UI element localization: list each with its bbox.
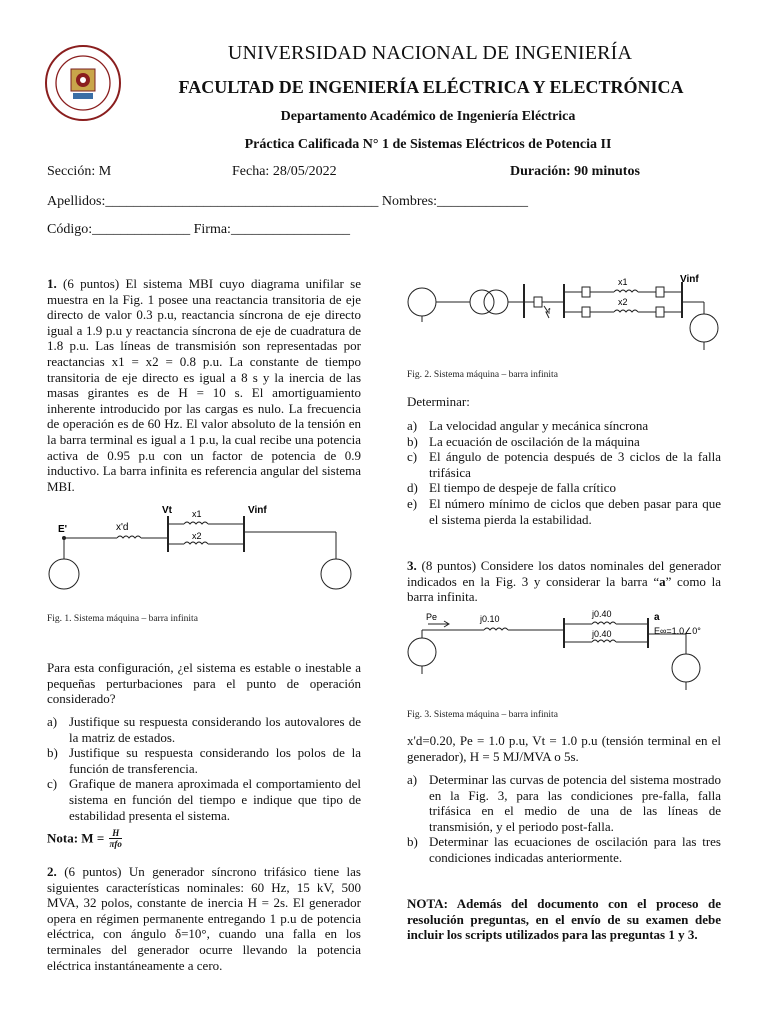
q2-items (407, 418, 721, 527)
university-name: UNIVERSIDAD NACIONAL DE INGENIERÍA (227, 42, 633, 64)
fig1-label-e: E' (58, 524, 68, 535)
q2-item-d: d) El tiempo de despeje de falla crítico (407, 480, 616, 496)
figure-1-caption: Fig. 1. Sistema máquina – barra infinita (47, 614, 198, 624)
q2-text: (6 puntos) Un generador síncrono trifásico tiene las siguientes características nominales: 60 Hz, 15 kV, 500 MVA, 32 polos, constante de inercia H = 2s. El generador opera en régimen permanente entregando 1 p.u de potencia eléctrica, con ángulo δ=10°, cuando una falla en los terminales del generador ocurre llevando la potencia eléctrica instantáneamente a cero. (47, 864, 361, 973)
q1-item-a: a) Justifique su respuesta considerando los autovalores de la matriz de estados. (47, 714, 361, 745)
fig3-label-j010: j0.10 (480, 614, 500, 624)
fig1-label-vt: Vt (162, 505, 172, 516)
fig3-label-pe: Pe (426, 612, 438, 622)
fig1-label-vinf: Vinf (248, 505, 267, 516)
fig3-label-j040-top: j0.40 (592, 609, 612, 619)
fig2-label-x1: x1 (618, 277, 628, 287)
figure-3-diagram (404, 608, 726, 698)
q1-items (47, 714, 361, 823)
figure-2-caption: Fig. 2. Sistema máquina – barra infinita (407, 370, 558, 380)
q3-number: 3. (407, 558, 417, 573)
q2-item-c: c) El ángulo de potencia después de 3 ciclos de la falla trifásica (407, 449, 721, 480)
fig1-label-xd: x'd (116, 522, 129, 533)
figure-3-caption: Fig. 3. Sistema máquina – barra infinita (407, 710, 558, 720)
fig2-label-vinf: Vinf (680, 274, 699, 285)
question-1 (47, 276, 361, 494)
q3-items (407, 772, 721, 866)
q2-item-a: a) La velocidad angular y mecánica síncrona (407, 418, 649, 433)
fig1-label-x2: x2 (192, 531, 202, 541)
fig3-label-a: a (654, 612, 660, 623)
question-3: 3. (8 puntos) Considere los datos nominales del generador indicados en la Fig. 3 y considerar la barra “a” como la barra infinita. (407, 558, 722, 605)
fig1-label-x1: x1 (192, 509, 202, 519)
fig3-label-j040-bottom: j0.40 (592, 629, 612, 639)
date-field: Fecha: 28/05/2022 (232, 164, 337, 179)
duration-field: Duración: 90 minutos (510, 164, 640, 179)
nota-denominator: πfo (109, 839, 122, 849)
question-2 (47, 864, 361, 973)
q2-number: 2. (47, 864, 57, 879)
code-signature-field: Código:______________ Firma:_________________ (47, 222, 350, 237)
q1-nota: Nota: M = H πfo (47, 828, 122, 849)
q2-item-b: b) La ecuación de oscilación de la máquina (407, 433, 640, 449)
q3-item-a: a) Determinar las curvas de potencia del sistema mostrado en la Fig. 3, para las condiciones pre-falla, falla trifásica en el medio de una de las líneas de transmisión, y el periodo post-falla. (407, 772, 721, 834)
q3-bus-a: a (659, 573, 666, 589)
q1-item-b: b) Justifique su respuesta considerando los polos de la función de transferencia. (47, 745, 361, 776)
surnames-names-field: Apellidos:_______________________________________ Nombres:_____________ (47, 194, 529, 209)
q3-item-b: b) Determinar las ecuaciones de oscilación para las tres condiciones indicadas anteriormente. (407, 834, 721, 865)
q1-number: 1. (47, 276, 57, 291)
department-name: Departamento Académico de Ingeniería Eléctrica (280, 109, 576, 124)
figure-2-diagram (406, 272, 726, 364)
figure-1-diagram (44, 502, 362, 602)
q3-data-line: x'd=0.20, Pe = 1.0 p.u, Vt = 1.0 p.u (tensión terminal en el generador), H = 5 MJ/MVA o 5s. (407, 733, 721, 764)
fig3-label-einf: E∞=1.0∠0° (654, 626, 701, 636)
exam-title: Práctica Calificada N° 1 de Sistemas Eléctricos de Potencia II (244, 137, 612, 152)
q1-question: Para esta configuración, ¿el sistema es estable o inestable a pequeñas perturbaciones para el punto de operación considerado? (47, 660, 361, 707)
q1-item-c: c) Grafique de manera aproximada el comportamiento del sistema en función del tiempo e indique que tipo de estabilidad presenta el sistema. (47, 776, 361, 823)
q2-determine-label: Determinar: (407, 394, 470, 409)
fig2-label-x2: x2 (618, 297, 628, 307)
faculty-name: FACULTAD DE INGENIERÍA ELÉCTRICA Y ELECTRÓNICA (178, 77, 684, 97)
section-field: Sección: M (47, 164, 112, 179)
fig2-label-f: f (548, 307, 551, 316)
nota-numerator: H (109, 828, 121, 839)
q1-text: (6 puntos) El sistema MBI cuyo diagrama unifilar se muestra en la Fig. 1 posee una reactancia transitoria de eje directo de valor 0.3 p.u, reactancia síncrona de eje directo igual a 1.9 p.u y reactancia síncrona de eje de cuadratura de 1.8 p.u. Las líneas de transmisión son representadas por reactancias x1 = x2 = 0.8 p.u. La constante de tiempo transitoria de eje directo es igual a 8 s y la inercia de las masas girantes es de H = 10 s. El amortiguamiento inherente introducido por las cargas es nulo. La frecuencia de operación es de 60 Hz. El valor absoluto de la tensión en la barra terminal es igual a 1 p.u, la cual recibe una potencia activa de 0.95 p.u con un factor de potencia de 0.9 inductivo. La barra infinita es referencia angular del sistema MBI. (47, 276, 361, 494)
final-note: NOTA: Además del documento con el proceso de resolución preguntas, en el envío de su examen debe incluir los scripts utilizados para las preguntas 1 y 3. (407, 896, 721, 943)
q2-item-e: e) El número mínimo de ciclos que deben pasar para que el sistema pierda la estabilidad. (407, 495, 721, 527)
university-seal (44, 44, 122, 122)
